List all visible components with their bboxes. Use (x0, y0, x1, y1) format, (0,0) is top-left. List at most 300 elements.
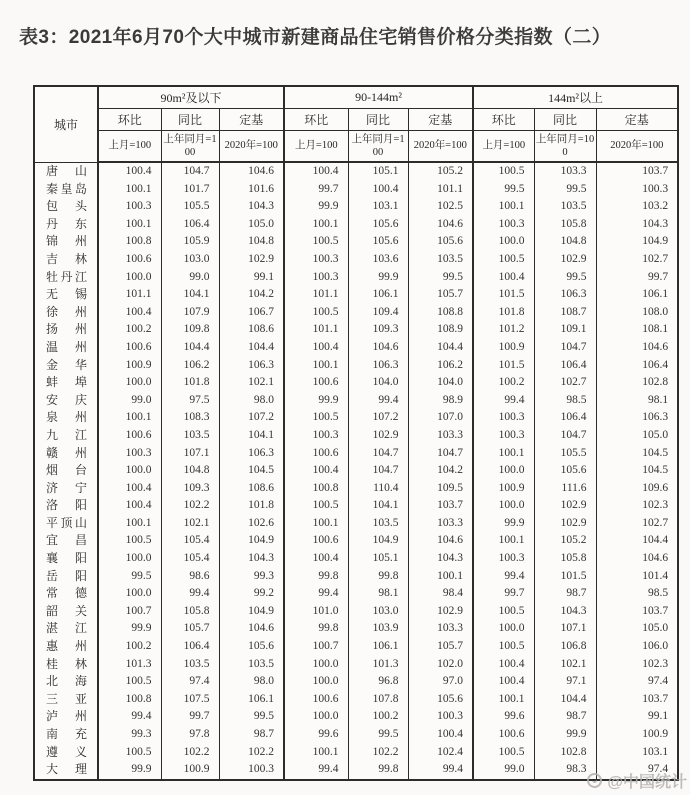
cell-value: 102.1 (219, 374, 284, 392)
cell-value: 96.8 (348, 673, 408, 691)
cell-value: 106.4 (161, 638, 219, 656)
table-row (34, 744, 678, 762)
table-row (34, 620, 678, 638)
cell-value: 100.1 (284, 357, 348, 375)
city-name: 常德 (34, 585, 98, 603)
cell-value: 99.4 (473, 392, 534, 410)
cell-value: 105.0 (596, 427, 678, 445)
cell-value: 102.9 (534, 251, 596, 269)
metric-header-mom: 环比 (473, 108, 534, 130)
cell-value: 105.2 (408, 162, 473, 181)
cell-value: 105.6 (348, 233, 408, 251)
group-header-90-below: 90m²及以下 (98, 86, 284, 108)
cell-value: 104.3 (534, 603, 596, 621)
cell-value: 103.3 (408, 620, 473, 638)
cell-value: 100.6 (98, 427, 161, 445)
table-row (34, 251, 678, 269)
cell-value: 99.9 (284, 198, 348, 216)
cell-value: 100.5 (473, 744, 534, 762)
cell-value: 102.7 (596, 251, 678, 269)
city-name: 赣州 (34, 445, 98, 463)
cell-value: 108.1 (596, 321, 678, 339)
cell-value: 100.1 (473, 691, 534, 709)
cell-value: 99.4 (161, 585, 219, 603)
cell-value: 104.7 (534, 339, 596, 357)
cell-value: 100.7 (284, 638, 348, 656)
cell-value: 104.0 (348, 374, 408, 392)
cell-value: 100.2 (98, 321, 161, 339)
cell-value: 100.4 (98, 304, 161, 322)
cell-value: 99.3 (98, 726, 161, 744)
cell-value: 100.9 (98, 357, 161, 375)
cell-value: 106.3 (219, 445, 284, 463)
cell-value: 100.5 (284, 409, 348, 427)
cell-value: 100.1 (98, 216, 161, 234)
cell-value: 109.5 (408, 480, 473, 498)
cell-value: 100.4 (98, 480, 161, 498)
cell-value: 100.6 (473, 726, 534, 744)
cell-value: 106.1 (596, 286, 678, 304)
cell-value: 98.3 (534, 761, 596, 780)
cell-value: 97.4 (596, 761, 678, 780)
cell-value: 100.4 (284, 462, 348, 480)
city-name: 惠州 (34, 638, 98, 656)
cell-value: 102.7 (596, 515, 678, 533)
cell-value: 100.4 (284, 550, 348, 568)
cell-value: 100.5 (98, 532, 161, 550)
metric-header-fixed: 定基 (596, 108, 678, 130)
cell-value: 106.1 (348, 286, 408, 304)
cell-value: 104.7 (348, 445, 408, 463)
cell-value: 106.7 (219, 304, 284, 322)
cell-value: 99.4 (284, 585, 348, 603)
cell-value: 100.0 (98, 585, 161, 603)
cell-value: 105.7 (161, 620, 219, 638)
cell-value: 104.4 (161, 339, 219, 357)
cell-value: 104.7 (534, 427, 596, 445)
cell-value: 100.1 (98, 515, 161, 533)
cell-value: 105.1 (348, 550, 408, 568)
city-name: 桂林 (34, 656, 98, 674)
cell-value: 98.4 (408, 585, 473, 603)
city-name: 锦州 (34, 233, 98, 251)
cell-value: 98.7 (534, 708, 596, 726)
cell-value: 101.5 (473, 357, 534, 375)
cell-value: 108.0 (596, 304, 678, 322)
cell-value: 105.8 (534, 216, 596, 234)
cell-value: 104.6 (408, 216, 473, 234)
cell-value: 105.1 (348, 162, 408, 181)
city-name: 大理 (34, 761, 98, 780)
group-header-90-144: 90-144m² (284, 86, 473, 108)
cell-value: 101.3 (348, 656, 408, 674)
table-row (34, 392, 678, 410)
city-name: 襄阳 (34, 550, 98, 568)
cell-value: 102.1 (534, 656, 596, 674)
cell-value: 99.7 (596, 269, 678, 287)
base-header-prev-year: 上年同月=100 (534, 130, 596, 162)
metric-header-yoy: 同比 (534, 108, 596, 130)
cell-value: 100.6 (98, 339, 161, 357)
table-row (34, 216, 678, 234)
cell-value: 100.5 (473, 251, 534, 269)
watermark-text: @中国统计 (607, 774, 687, 791)
table-row (34, 462, 678, 480)
cell-value: 102.3 (596, 656, 678, 674)
cell-value: 105.8 (161, 603, 219, 621)
cell-value: 105.9 (161, 233, 219, 251)
city-name: 济宁 (34, 480, 98, 498)
metric-header-yoy: 同比 (348, 108, 408, 130)
cell-value: 100.1 (473, 198, 534, 216)
cell-value: 100.0 (473, 462, 534, 480)
cell-value: 100.3 (98, 445, 161, 463)
cell-value: 108.9 (408, 321, 473, 339)
cell-value: 100.0 (473, 233, 534, 251)
cell-value: 105.6 (408, 691, 473, 709)
cell-value: 97.8 (161, 726, 219, 744)
cell-value: 100.6 (284, 374, 348, 392)
metric-header-mom: 环比 (98, 108, 161, 130)
cell-value: 99.0 (98, 392, 161, 410)
cell-value: 99.5 (534, 181, 596, 199)
cell-value: 102.9 (408, 603, 473, 621)
base-header-prev-month: 上月=100 (98, 130, 161, 162)
cell-value: 104.4 (596, 532, 678, 550)
cell-value: 101.1 (98, 286, 161, 304)
cell-value: 99.4 (348, 392, 408, 410)
cell-value: 103.1 (348, 198, 408, 216)
cell-value: 103.5 (534, 198, 596, 216)
cell-value: 100.3 (98, 198, 161, 216)
cell-value: 100.1 (284, 744, 348, 762)
city-name: 南充 (34, 726, 98, 744)
table-body (34, 162, 678, 780)
cell-value: 104.9 (219, 532, 284, 550)
cell-value: 98.7 (219, 726, 284, 744)
cell-value: 104.2 (408, 462, 473, 480)
cell-value: 100.3 (284, 269, 348, 287)
cell-value: 109.1 (534, 321, 596, 339)
metric-header-mom: 环比 (284, 108, 348, 130)
cell-value: 104.9 (219, 603, 284, 621)
cell-value: 102.6 (219, 515, 284, 533)
table-row (34, 497, 678, 515)
cell-value: 103.7 (596, 603, 678, 621)
cell-value: 98.0 (219, 673, 284, 691)
cell-value: 111.6 (534, 480, 596, 498)
table-row (34, 568, 678, 586)
city-name: 唐山 (34, 162, 98, 181)
cell-value: 104.4 (219, 339, 284, 357)
cell-value: 98.1 (348, 585, 408, 603)
cell-value: 101.1 (284, 321, 348, 339)
city-name: 洛阳 (34, 497, 98, 515)
table-row (34, 445, 678, 463)
table-row (34, 603, 678, 621)
table-row (34, 162, 678, 181)
cell-value: 100.0 (473, 620, 534, 638)
cell-value: 103.3 (534, 162, 596, 181)
cell-value: 105.0 (596, 620, 678, 638)
cell-value: 103.7 (596, 691, 678, 709)
table-row (34, 427, 678, 445)
city-name: 北海 (34, 673, 98, 691)
cell-value: 99.8 (284, 568, 348, 586)
table-row (34, 269, 678, 287)
cell-value: 99.4 (408, 761, 473, 780)
cell-value: 106.3 (596, 409, 678, 427)
cell-value: 102.7 (534, 374, 596, 392)
cell-value: 98.0 (219, 392, 284, 410)
cell-value: 99.2 (219, 585, 284, 603)
cell-value: 104.3 (408, 550, 473, 568)
cell-value: 101.5 (534, 568, 596, 586)
cell-value: 108.7 (534, 304, 596, 322)
cell-value: 107.5 (161, 691, 219, 709)
table-row (34, 550, 678, 568)
city-name: 包头 (34, 198, 98, 216)
weibo-watermark-icon (586, 772, 604, 790)
cell-value: 100.3 (473, 427, 534, 445)
group-header-144-above: 144m²以上 (473, 86, 678, 108)
cell-value: 105.7 (408, 638, 473, 656)
base-header-prev-year: 上年同月=100 (161, 130, 219, 162)
table-row (34, 321, 678, 339)
cell-value: 102.0 (408, 656, 473, 674)
cell-value: 102.1 (161, 515, 219, 533)
city-name: 温州 (34, 339, 98, 357)
table-row (34, 339, 678, 357)
cell-value: 105.6 (408, 233, 473, 251)
city-name: 无锡 (34, 286, 98, 304)
cell-value: 103.6 (348, 251, 408, 269)
city-name: 秦皇岛 (34, 181, 98, 199)
cell-value: 101.1 (408, 181, 473, 199)
cell-value: 104.6 (219, 620, 284, 638)
cell-value: 106.3 (534, 286, 596, 304)
cell-value: 105.8 (534, 550, 596, 568)
cell-value: 105.7 (408, 286, 473, 304)
city-name: 泸州 (34, 708, 98, 726)
cell-value: 100.1 (98, 409, 161, 427)
cell-value: 97.0 (408, 673, 473, 691)
cell-value: 103.5 (348, 515, 408, 533)
cell-value: 99.5 (534, 269, 596, 287)
cell-value: 108.3 (161, 409, 219, 427)
cell-value: 103.7 (408, 497, 473, 515)
cell-value: 99.7 (161, 708, 219, 726)
cell-value: 102.9 (534, 497, 596, 515)
cell-value: 100.0 (473, 497, 534, 515)
cell-value: 100.4 (408, 726, 473, 744)
cell-value: 105.6 (348, 216, 408, 234)
cell-value: 108.6 (219, 321, 284, 339)
cell-value: 100.0 (98, 269, 161, 287)
cell-value: 100.5 (284, 233, 348, 251)
cell-value: 99.9 (348, 269, 408, 287)
cell-value: 99.1 (219, 269, 284, 287)
cell-value: 101.7 (161, 181, 219, 199)
cell-value: 106.4 (534, 357, 596, 375)
cell-value: 104.7 (348, 462, 408, 480)
cell-value: 106.8 (534, 638, 596, 656)
cell-value: 108.8 (408, 304, 473, 322)
cell-value: 105.0 (219, 216, 284, 234)
cell-value: 104.7 (408, 445, 473, 463)
cell-value: 103.5 (161, 656, 219, 674)
cell-value: 97.1 (534, 673, 596, 691)
cell-value: 100.4 (284, 162, 348, 181)
cell-value: 100.5 (473, 638, 534, 656)
cell-value: 106.2 (161, 357, 219, 375)
city-name: 平顶山 (34, 515, 98, 533)
cell-value: 100.1 (98, 181, 161, 199)
cell-value: 104.5 (596, 462, 678, 480)
cell-value: 99.4 (473, 568, 534, 586)
cell-value: 100.1 (284, 216, 348, 234)
cell-value: 105.6 (534, 462, 596, 480)
cell-value: 101.5 (473, 286, 534, 304)
metric-header-yoy: 同比 (161, 108, 219, 130)
cell-value: 100.1 (284, 515, 348, 533)
cell-value: 104.3 (219, 550, 284, 568)
cell-value: 100.5 (98, 673, 161, 691)
cell-value: 100.4 (284, 339, 348, 357)
cell-value: 98.5 (534, 392, 596, 410)
table-row (34, 708, 678, 726)
cell-value: 98.5 (596, 585, 678, 603)
city-name: 吉林 (34, 251, 98, 269)
cell-value: 104.2 (219, 286, 284, 304)
cell-value: 100.5 (473, 603, 534, 621)
city-name: 遵义 (34, 744, 98, 762)
cell-value: 102.8 (534, 744, 596, 762)
cell-value: 100.0 (98, 550, 161, 568)
watermark (587, 769, 687, 792)
cell-value: 103.5 (161, 427, 219, 445)
cell-value: 102.9 (348, 427, 408, 445)
cell-value: 109.8 (161, 321, 219, 339)
cell-value: 104.6 (348, 339, 408, 357)
cell-value: 104.7 (161, 162, 219, 181)
cell-value: 107.1 (161, 445, 219, 463)
cell-value: 102.5 (408, 198, 473, 216)
cell-value: 105.4 (161, 550, 219, 568)
cell-value: 104.9 (596, 233, 678, 251)
cell-value: 99.5 (219, 708, 284, 726)
cell-value: 100.3 (219, 761, 284, 780)
cell-value: 106.4 (596, 357, 678, 375)
cell-value: 100.5 (473, 162, 534, 181)
cell-value: 100.2 (98, 638, 161, 656)
cell-value: 100.3 (284, 427, 348, 445)
city-name: 丹东 (34, 216, 98, 234)
city-name: 九江 (34, 427, 98, 445)
table-row (34, 286, 678, 304)
cell-value: 99.8 (284, 620, 348, 638)
cell-value: 104.8 (219, 233, 284, 251)
cell-value: 103.7 (596, 162, 678, 181)
cell-value: 101.1 (284, 286, 348, 304)
cell-value: 104.5 (596, 445, 678, 463)
cell-value: 100.4 (348, 181, 408, 199)
cell-value: 99.8 (348, 761, 408, 780)
cell-value: 106.1 (348, 638, 408, 656)
cell-value: 106.4 (161, 216, 219, 234)
cell-value: 102.2 (161, 497, 219, 515)
city-name: 烟台 (34, 462, 98, 480)
base-header-2020: 2020年=100 (219, 130, 284, 162)
cell-value: 107.9 (161, 304, 219, 322)
cell-value: 105.5 (161, 198, 219, 216)
base-header-2020: 2020年=100 (596, 130, 678, 162)
cell-value: 104.8 (534, 233, 596, 251)
city-name: 岳阳 (34, 568, 98, 586)
cell-value: 104.8 (161, 462, 219, 480)
cell-value: 101.6 (219, 181, 284, 199)
cell-value: 103.3 (408, 515, 473, 533)
cell-value: 104.5 (219, 462, 284, 480)
price-index-table (33, 85, 679, 781)
cell-value: 104.6 (408, 532, 473, 550)
table-row (34, 357, 678, 375)
cell-value: 100.1 (408, 568, 473, 586)
cell-value: 107.2 (348, 409, 408, 427)
cell-value: 100.9 (596, 726, 678, 744)
cell-value: 99.7 (473, 585, 534, 603)
cell-value: 100.3 (473, 409, 534, 427)
cell-value: 100.9 (161, 761, 219, 780)
cell-value: 108.6 (219, 480, 284, 498)
city-name: 牡丹江 (34, 269, 98, 287)
table-row (34, 181, 678, 199)
cell-value: 104.6 (219, 162, 284, 181)
table-row (34, 198, 678, 216)
cell-value: 100.0 (98, 374, 161, 392)
table-row (34, 515, 678, 533)
cell-value: 104.1 (219, 427, 284, 445)
base-header-prev-year: 上年同月=100 (348, 130, 408, 162)
city-name: 扬州 (34, 321, 98, 339)
cell-value: 97.4 (596, 673, 678, 691)
cell-value: 100.0 (98, 462, 161, 480)
base-header-prev-month: 上月=100 (284, 130, 348, 162)
metric-header-fixed: 定基 (219, 108, 284, 130)
city-name: 韶关 (34, 603, 98, 621)
cell-value: 104.4 (408, 339, 473, 357)
cell-value: 100.8 (284, 480, 348, 498)
cell-value: 109.3 (161, 480, 219, 498)
cell-value: 101.8 (219, 497, 284, 515)
cell-value: 106.3 (219, 357, 284, 375)
cell-value: 102.2 (161, 744, 219, 762)
cell-value: 105.6 (219, 638, 284, 656)
cell-value: 104.6 (596, 550, 678, 568)
cell-value: 99.8 (348, 568, 408, 586)
cell-value: 99.4 (284, 761, 348, 780)
cell-value: 104.6 (596, 339, 678, 357)
cell-value: 104.9 (348, 532, 408, 550)
cell-value: 101.0 (284, 603, 348, 621)
cell-value: 110.4 (348, 480, 408, 498)
table-row (34, 409, 678, 427)
cell-value: 102.8 (596, 374, 678, 392)
city-name: 安庆 (34, 392, 98, 410)
cell-value: 99.6 (473, 708, 534, 726)
cell-value: 109.4 (348, 304, 408, 322)
cell-value: 103.9 (348, 620, 408, 638)
